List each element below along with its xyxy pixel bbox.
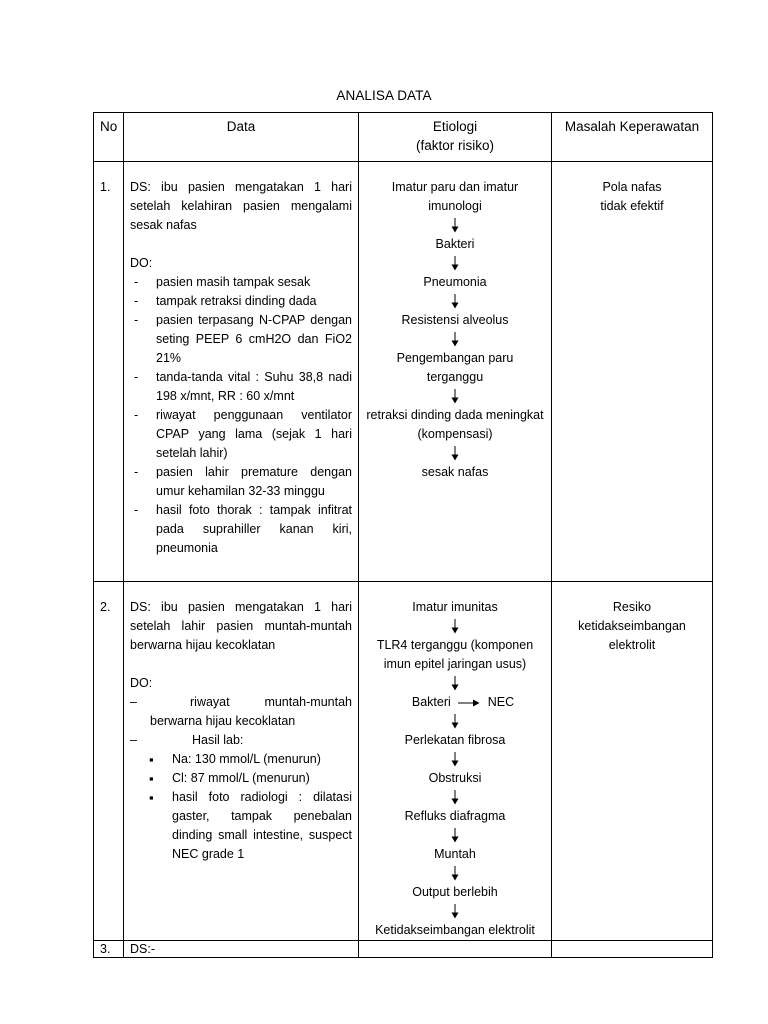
- list-item: – riwayat muntah-muntah: [130, 693, 352, 712]
- row-number-cell: 1.: [94, 162, 124, 582]
- row-number-cell: 2.: [94, 582, 124, 941]
- header-data: Data: [124, 113, 359, 162]
- subjective-data: DS: ibu pasien mengatakan 1 hari setelah kelahiran pasien mengalami sesak nafas: [130, 180, 352, 232]
- down-arrow-icon: [363, 617, 547, 636]
- etiologi-step: Output berlebih: [412, 885, 498, 899]
- masalah-cell: [552, 582, 713, 941]
- list-item-continued: berwarna hijau kecoklatan: [150, 714, 296, 728]
- objective-list: [130, 693, 352, 712]
- down-arrow-icon: [363, 444, 547, 463]
- down-arrow-icon: [363, 712, 547, 731]
- etiologi-step: Obstruksi: [428, 771, 482, 785]
- masalah-text: elektrolit: [608, 638, 656, 652]
- list-item: - pasien terpasang N-CPAP dengan seting PEEP 6 cmH2O dan FiO2 21%: [130, 311, 352, 368]
- etiologi-cell: [359, 162, 552, 582]
- row-number-cell: 3.: [94, 941, 124, 958]
- etiologi-step: Bakteri: [435, 237, 475, 251]
- etiologi-step: TLR4 terganggu (komponen imun epitel jaringan usus): [376, 638, 534, 671]
- table-row: [94, 162, 713, 582]
- list-item: ▪ hasil foto radiologi : dilatasi gaster, tampak penebalan dinding small intestine, suspect NEC grade 1: [172, 788, 352, 864]
- table-row: [94, 582, 713, 941]
- etiologi-step: Perlekatan fibrosa: [404, 733, 506, 747]
- list-item: - hasil foto thorak : tampak infitrat pada suprahiller kanan kiri, pneumonia: [130, 501, 352, 558]
- etiologi-flow: [359, 162, 551, 482]
- page-title: ANALISA DATA: [336, 88, 432, 103]
- objective-list: [130, 273, 352, 558]
- objective-label: DO:: [130, 256, 153, 270]
- header-masalah: Masalah Keperawatan: [552, 113, 713, 162]
- list-item: - pasien lahir premature dengan umur kehamilan 32-33 minggu: [130, 463, 352, 501]
- masalah-text: Pola nafas: [602, 180, 662, 194]
- etiologi-flow: [359, 582, 551, 940]
- list-item: – Hasil lab:: [130, 731, 352, 750]
- header-etiologi: [359, 113, 552, 162]
- list-item: - riwayat penggunaan ventilator CPAP yang lama (sejak 1 hari setelah lahir): [130, 406, 352, 463]
- etiologi-step: Ketidakseimbangan elektrolit: [375, 923, 535, 937]
- down-arrow-icon: [363, 902, 547, 921]
- analysis-table: [93, 112, 713, 958]
- list-item: - tanda-tanda vital : Suhu 38,8 nadi 198 x/mnt, RR : 60 x/mnt: [130, 368, 352, 406]
- list-item: - tampak retraksi dinding dada: [130, 292, 352, 311]
- etiologi-step: Refluks diafragma: [404, 809, 506, 823]
- data-cell: [124, 162, 359, 582]
- masalah-text: Resiko: [612, 600, 652, 614]
- header-etiologi-title: Etiologi: [432, 119, 478, 134]
- masalah-cell: [552, 162, 713, 582]
- data-cell: [124, 582, 359, 941]
- down-arrow-icon: [363, 826, 547, 845]
- etiologi-step: Resistensi alveolus: [401, 313, 509, 327]
- down-arrow-icon: [363, 216, 547, 235]
- objective-label: DO:: [130, 676, 153, 690]
- down-arrow-icon: [363, 292, 547, 311]
- list-item: ▪ Cl: 87 mmol/L (menurun): [172, 769, 352, 788]
- etiologi-step: Imatur paru dan imatur imunologi: [391, 180, 519, 213]
- header-etiologi-subtitle: (faktor risiko): [415, 138, 494, 153]
- list-item: - pasien masih tampak sesak: [130, 273, 352, 292]
- etiologi-step: Muntah: [434, 847, 476, 861]
- etiologi-cell: [359, 582, 552, 941]
- masalah-text: ketidakseimbangan: [578, 619, 686, 633]
- etiologi-step: retraksi dinding dada meningkat (kompensasi): [366, 408, 544, 441]
- subjective-data: DS: ibu pasien mengatakan 1 hari setelah lahir pasien muntah-muntah berwarna hijau kecoklatan: [130, 600, 352, 652]
- masalah-text: tidak efektif: [600, 199, 664, 213]
- etiologi-step: Pneumonia: [423, 275, 487, 289]
- table-row: [94, 941, 713, 958]
- etiologi-cell: [359, 941, 552, 958]
- subjective-data: DS:-: [130, 942, 155, 956]
- etiologi-step: Pengembangan paru terganggu: [396, 351, 514, 384]
- down-arrow-icon: [363, 387, 547, 406]
- down-arrow-icon: [363, 864, 547, 883]
- etiologi-step: sesak nafas: [421, 465, 489, 479]
- etiologi-step-branch: Bakteri NEC: [411, 695, 515, 709]
- down-arrow-icon: [363, 254, 547, 273]
- table-header-row: [94, 113, 713, 162]
- list-item: ▪ Na: 130 mmol/L (menurun): [172, 750, 352, 769]
- masalah-cell: [552, 941, 713, 958]
- right-arrow-icon: [458, 699, 480, 707]
- down-arrow-icon: [363, 330, 547, 349]
- etiologi-step: Imatur imunitas: [412, 600, 498, 614]
- down-arrow-icon: [363, 788, 547, 807]
- lab-results-list: [130, 750, 352, 864]
- data-cell: [124, 941, 359, 958]
- down-arrow-icon: [363, 750, 547, 769]
- down-arrow-icon: [363, 674, 547, 693]
- header-no: No: [94, 113, 124, 162]
